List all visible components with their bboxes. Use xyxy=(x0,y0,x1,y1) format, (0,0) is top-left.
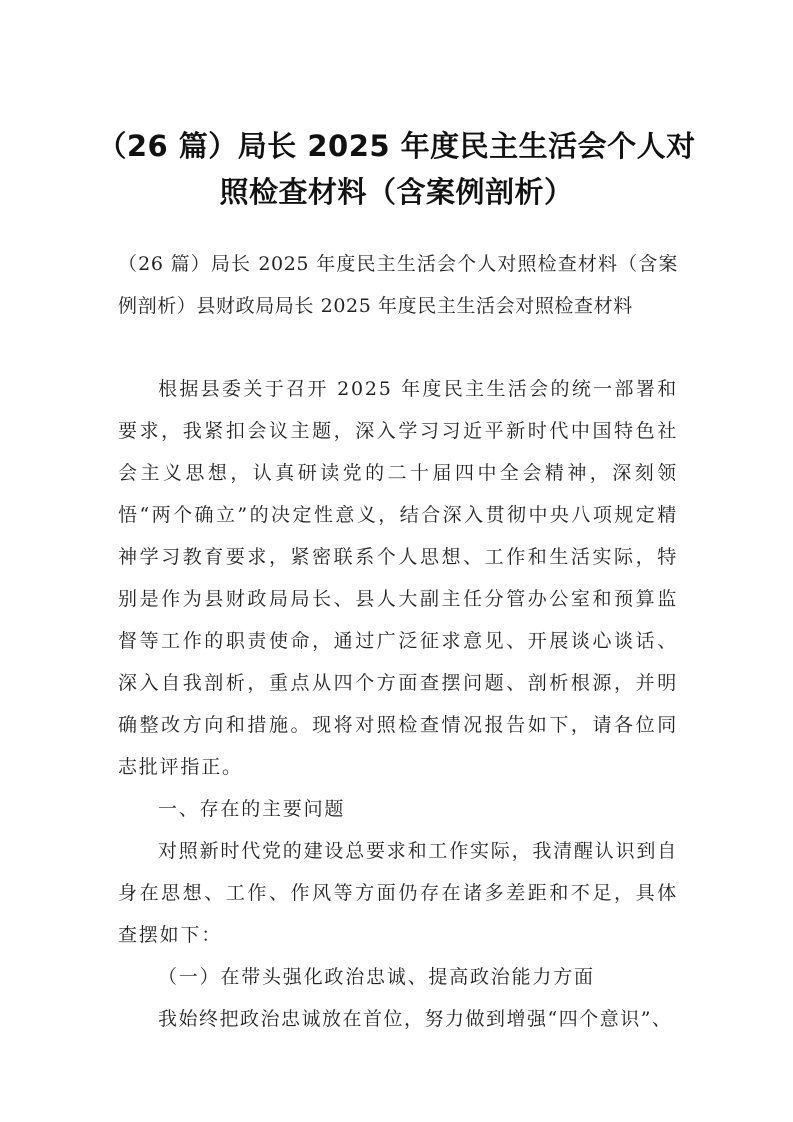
subtitle-paragraph: （26 篇）局长 2025 年度民主生活会个人对照检查材料（含案例剖析）县财政局局长 2025 年度民主生活会对照检查材料 xyxy=(118,253,678,317)
subsection-paragraph: 我始终把政治忠诚放在首位，努力做到增强“四个意识”、 xyxy=(158,1008,673,1030)
intro-paragraph: 根据县委关于召开 2025 年度民主生活会的统一部署和要求，我紧扣会议主题，深入学习习近平新时代中国特色社会主义思想，认真研读党的二十届四中全会精神，深刻领悟“两个确立”的决定性意义，结合深入贯彻中央八项规定精神学习教育要求，紧密联系个人思想、工作和生活实际，特别是作为县财政局局长、县人大副主任分管办公室和预算监督等工作的职责使命，通过广泛征求意见、开展谈心谈话、深入自我剖析，重点从四个方面查摆问题、剖析根源，并明确整改方向和措施。现将对照检查情况报告如下，请各位同志批评指正。 xyxy=(118,378,678,778)
subsection-heading: （一）在带头强化政治忠诚、提高政治能力方面 xyxy=(158,966,595,988)
document-title-line-1: （26 篇）局长 2025 年度民主生活会个人对 xyxy=(97,129,696,163)
section-heading: 一、存在的主要问题 xyxy=(158,798,346,820)
section-intro-paragraph: 对照新时代党的建设总要求和工作实际，我清醒认识到自身在思想、工作、作风等方面仍存在诸多差距和不足，具体查摆如下： xyxy=(118,840,679,946)
document-title-line-2: 照检查材料（含案例剖析） xyxy=(219,175,574,209)
